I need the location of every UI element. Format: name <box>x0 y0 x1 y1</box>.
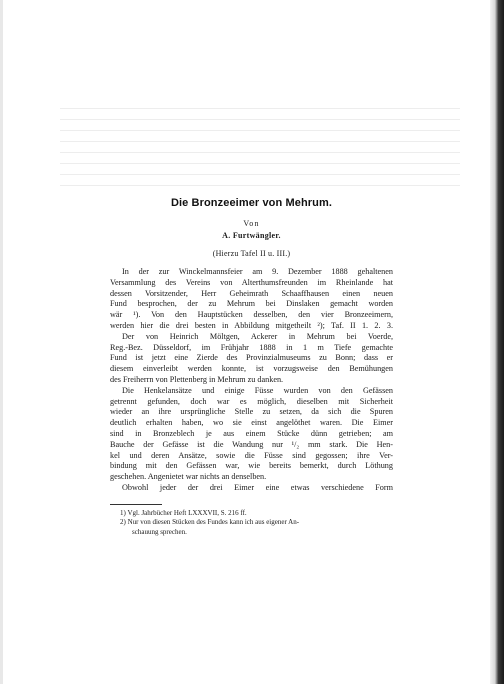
body-line: Versammlung des Vereins von Alterthumsfreunden im Rheinlande hat <box>110 277 393 287</box>
body-line: Obwohl jeder der drei Eimer eine etwas verschiedene Form <box>122 482 393 492</box>
body-line: deutlich erhalten haben, wo sie einst angelöthet waren. Die Eimer <box>110 418 393 428</box>
author-name: A. Furtwängler. <box>222 231 281 240</box>
body-line: Bauche der Gefässe ist die Wandung nur ¹/₂ mm stark. Die Hen- <box>110 439 393 449</box>
footnote-rule <box>110 504 162 505</box>
body-text <box>110 267 393 494</box>
footnote: 1) Vgl. Jahrbücher Heft LXXXVII, S. 216 ff. <box>120 508 247 517</box>
body-line: werden hier die drei besten in Abbildung mitgetheilt ²); Taf. II 1. 2. 3. <box>110 320 393 330</box>
body-line: sind in Bronzeblech je aus einem Stücke dünn getrieben; am <box>110 428 393 438</box>
body-line: In der zur Winckelmannsfeier am 9. Dezember 1888 gehaltenen <box>122 267 393 276</box>
body-line: dessen Vorsitzender, Herr Geheimrath Schaaffhausen einen neuen <box>110 288 393 298</box>
scan-left-edge <box>0 0 3 684</box>
body-line: Reg.-Bez. Düsseldorf, im Frühjahr 1888 in 1 m Tiefe gemachte <box>110 342 393 352</box>
body-line: wieder an ihre ursprüngliche Stelle zu setzen, da sich die Spuren <box>110 407 393 417</box>
body-line: Fund ist jetzt eine Zierde des Provinzialmuseums zu Bonn; dass er <box>110 353 393 363</box>
page-content <box>110 197 393 538</box>
byline-von: Von <box>243 219 260 228</box>
plates-note: (Hierzu Tafel II u. III.) <box>212 249 291 258</box>
body-line: Der von Heinrich Möltgen, Ackerer in Mehrum bei Voerde, <box>122 331 393 341</box>
body-line: Fund besprochen, der zu Mehrum bei Dinslaken gemacht worden <box>110 299 393 309</box>
article-title: Die Bronzeeimer von Mehrum. <box>170 197 332 209</box>
body-line: Die Henkelansätze und einige Füsse wurden von den Gefässen <box>122 385 393 395</box>
footnote: schauung sprechen. <box>132 527 187 536</box>
body-line: bindung mit den Gefässen war, wie bereits bemerkt, durch Löthung <box>110 461 393 471</box>
body-line: diesem einverleibt werden konnte, ist vorzugsweise den Bemühungen <box>110 364 393 374</box>
show-through-text <box>60 108 460 188</box>
body-line: des Freiherrn von Plettenberg in Mehrum zu danken. <box>110 374 284 384</box>
footnote: 2) Nur von diesen Stücken des Fundes kann ich aus eigener An- <box>120 518 300 527</box>
body-line: geschehen. Angenietet war nichts an denselben. <box>110 472 267 482</box>
body-line: wär ¹). Von den Hauptstücken desselben, den vier Bronzeeimern, <box>110 310 393 320</box>
footnotes <box>110 509 393 538</box>
body-line: kel und deren Ansätze, sowie die Füsse sind gegossen; ihre Ver- <box>110 450 393 460</box>
body-line: getrennt gefunden, doch war es möglich, dieselben mit Sicherheit <box>110 396 393 406</box>
scan-right-edge <box>490 0 504 684</box>
